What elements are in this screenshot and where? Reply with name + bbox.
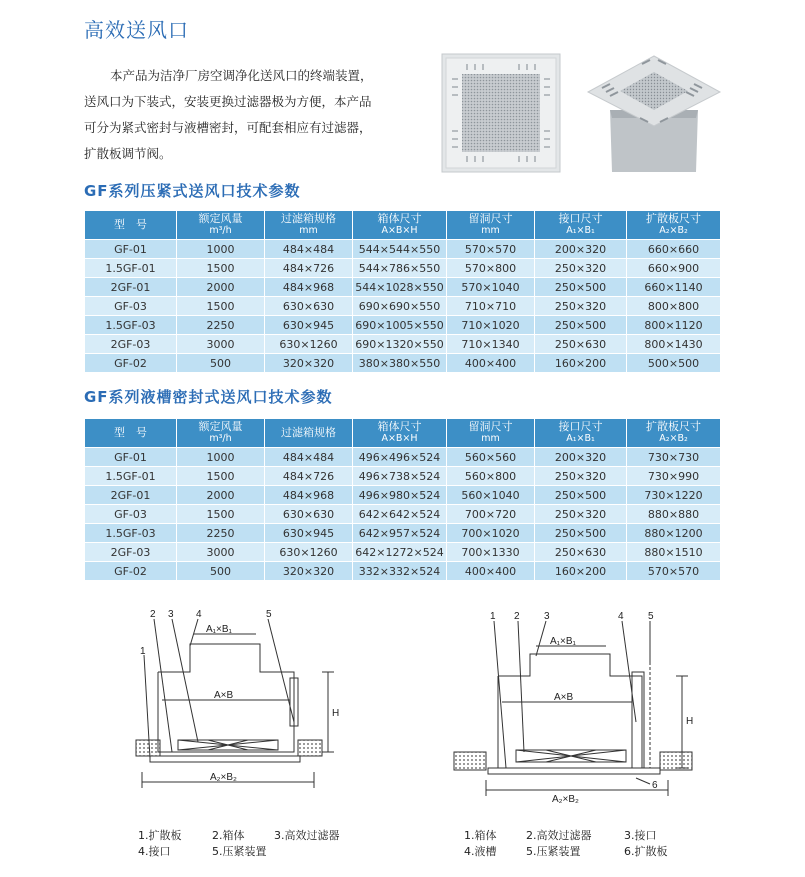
column-header-unit: A₂×B₂ (659, 225, 688, 236)
legend-item: 4.接口 (138, 845, 171, 858)
diagram2-callout: 2 (514, 611, 520, 622)
table-cell: 570×800 (447, 259, 535, 278)
table-row (85, 259, 721, 278)
intro-line: 本产品为洁净厂房空调净化送风口的终端装置， (110, 68, 373, 83)
table-cell: 496×738×524 (353, 467, 447, 486)
table-cell: 880×1510 (627, 543, 721, 562)
column-header-unit: A×B×H (381, 433, 418, 444)
table-cell: 496×980×524 (353, 486, 447, 505)
table-cell: 642×642×524 (353, 505, 447, 524)
table-row (85, 467, 721, 486)
table-cell: 642×957×524 (353, 524, 447, 543)
intro-line: 可分为紧式密封与液槽密封，可配套相应有过滤器， (84, 120, 372, 135)
legend-item: 4.液槽 (464, 845, 497, 858)
diagram1-callout: 4 (196, 609, 202, 620)
table-cell: 500 (177, 562, 265, 581)
legend-item: 3.接口 (624, 829, 657, 842)
table-cell: 484×726 (265, 467, 353, 486)
table-cell: 2GF-01 (85, 486, 177, 505)
table-cell: 690×1005×550 (353, 316, 447, 335)
table-cell: 570×570 (627, 562, 721, 581)
column-header-unit: mm (481, 225, 500, 236)
legend-item: 2.高效过滤器 (526, 829, 592, 842)
table-row (85, 297, 721, 316)
table-cell: 1500 (177, 297, 265, 316)
compression-seal-spec-table (84, 210, 721, 373)
column-header-unit: A₁×B₁ (566, 433, 595, 444)
table-cell: 250×320 (535, 505, 627, 524)
column-header-label: 留洞尺寸 (468, 212, 513, 225)
legend-item: 2.箱体 (212, 829, 245, 842)
table-cell: GF-03 (85, 297, 177, 316)
diagram1-dim-interface: A₁×B₁ (206, 624, 232, 635)
legend-item: 5.压紧装置 (526, 845, 581, 858)
table-row (85, 524, 721, 543)
diagram1-dim-diffuser: A₂×B₂ (210, 772, 237, 783)
table-cell: 630×1260 (265, 543, 353, 562)
table-cell: 484×484 (265, 448, 353, 467)
column-header-unit: A₁×B₁ (566, 225, 595, 236)
intro-text (84, 63, 429, 167)
diagram2-dim-interface: A₁×B₁ (550, 636, 576, 647)
table-cell: 800×1120 (627, 316, 721, 335)
table-cell: 660×1140 (627, 278, 721, 297)
diagram2-callout: 1 (490, 611, 496, 622)
diffuser-panel-photo (440, 52, 562, 174)
column-header-unit: m³/h (209, 225, 232, 236)
diagram1-dim-height: H (332, 708, 340, 719)
table-cell: 2GF-03 (85, 335, 177, 354)
legend-item: 3.高效过滤器 (274, 829, 340, 842)
column-header-label: 接口尺寸 (558, 420, 603, 433)
table-cell: GF-01 (85, 240, 177, 259)
table-cell: 2GF-01 (85, 278, 177, 297)
diagram2-dim-height: H (686, 716, 694, 727)
table-row (85, 278, 721, 297)
table-cell: 400×400 (447, 562, 535, 581)
table-cell: 1.5GF-01 (85, 467, 177, 486)
legend-item: 1.箱体 (464, 829, 497, 842)
page-title: 高效送风口 (84, 18, 189, 42)
diagram2-callout: 5 (648, 611, 654, 622)
table-cell: 710×710 (447, 297, 535, 316)
table-cell: 630×945 (265, 524, 353, 543)
table-cell: 630×1260 (265, 335, 353, 354)
table-cell: 250×320 (535, 467, 627, 486)
table-cell: 560×800 (447, 467, 535, 486)
table-cell: 484×968 (265, 278, 353, 297)
table-row (85, 335, 721, 354)
table-cell: 880×880 (627, 505, 721, 524)
table-row (85, 486, 721, 505)
table-cell: 630×630 (265, 505, 353, 524)
table-cell: 544×544×550 (353, 240, 447, 259)
table2-title: GF系列液槽密封式送风口技术参数 (84, 388, 333, 406)
table-cell: 570×570 (447, 240, 535, 259)
column-header (535, 211, 627, 240)
table1-title: GF系列压紧式送风口技术参数 (84, 182, 301, 200)
diagram2-dim-diffuser: A₂×B₂ (552, 794, 579, 805)
table-cell: 332×332×524 (353, 562, 447, 581)
table-cell: 250×630 (535, 335, 627, 354)
table-cell: 660×660 (627, 240, 721, 259)
table-row (85, 316, 721, 335)
compression-seal-diagram (118, 602, 368, 807)
table-cell: 2250 (177, 316, 265, 335)
table-cell: 484×968 (265, 486, 353, 505)
table-row (85, 240, 721, 259)
table-cell: 1.5GF-03 (85, 316, 177, 335)
table-cell: 800×1430 (627, 335, 721, 354)
column-header-unit: mm (299, 225, 318, 236)
air-outlet-box-photo (584, 52, 724, 176)
table-cell: 630×945 (265, 316, 353, 335)
table-cell: 500 (177, 354, 265, 373)
table-cell: 500×500 (627, 354, 721, 373)
column-header (447, 419, 535, 448)
table-cell: 200×320 (535, 448, 627, 467)
table-cell: 160×200 (535, 562, 627, 581)
column-header-label: 型 号 (114, 426, 147, 439)
diagram2-legend (464, 828, 668, 860)
column-header-label: 箱体尺寸 (377, 420, 422, 433)
diagram1-callout: 2 (150, 609, 156, 620)
table-row (85, 562, 721, 581)
column-header-unit: A×B×H (381, 225, 418, 236)
table-cell: 642×1272×524 (353, 543, 447, 562)
column-header-label: 接口尺寸 (558, 212, 603, 225)
table-cell: 1.5GF-03 (85, 524, 177, 543)
column-header-unit: A₂×B₂ (659, 433, 688, 444)
table-row (85, 354, 721, 373)
table-cell: 250×320 (535, 259, 627, 278)
table-cell: 250×320 (535, 297, 627, 316)
table-cell: 3000 (177, 335, 265, 354)
diagram2-dim-box: A×B (554, 692, 574, 703)
table-cell: 484×726 (265, 259, 353, 278)
liquid-tank-seal-spec-table (84, 418, 721, 581)
diagram2-callout: 3 (544, 611, 550, 622)
column-header-label: 扩散板尺寸 (646, 212, 701, 225)
column-header-label: 过滤箱规格 (281, 426, 336, 439)
intro-line: 送风口为下装式，安装更换过滤器极为方便，本产品 (84, 94, 372, 109)
table-cell: 1.5GF-01 (85, 259, 177, 278)
column-header-unit: m³/h (209, 433, 232, 444)
table-cell: 570×1040 (447, 278, 535, 297)
table-cell: 710×1340 (447, 335, 535, 354)
table-cell: 160×200 (535, 354, 627, 373)
column-header (177, 211, 265, 240)
table-cell: 700×1330 (447, 543, 535, 562)
column-header (447, 211, 535, 240)
table-cell: 320×320 (265, 354, 353, 373)
table-cell: 730×990 (627, 467, 721, 486)
table-cell: GF-03 (85, 505, 177, 524)
table-cell: 250×500 (535, 524, 627, 543)
table-cell: 1500 (177, 505, 265, 524)
table-cell: 880×1200 (627, 524, 721, 543)
diagram1-callout: 5 (266, 609, 272, 620)
table-cell: 2000 (177, 486, 265, 505)
table-cell: 700×1020 (447, 524, 535, 543)
table-cell: GF-02 (85, 354, 177, 373)
table-cell: 1500 (177, 259, 265, 278)
table-cell: 250×500 (535, 278, 627, 297)
diagram1-dim-box: A×B (214, 690, 234, 701)
column-header (85, 419, 177, 448)
column-header-label: 留洞尺寸 (468, 420, 513, 433)
legend-item: 5.压紧装置 (212, 845, 267, 858)
table-cell: 496×496×524 (353, 448, 447, 467)
diagram1-callout: 3 (168, 609, 174, 620)
table-cell: 544×1028×550 (353, 278, 447, 297)
table-cell: 630×630 (265, 297, 353, 316)
table-cell: 320×320 (265, 562, 353, 581)
table-row (85, 505, 721, 524)
legend-item: 6.扩散板 (624, 845, 668, 858)
table-cell: GF-02 (85, 562, 177, 581)
table-cell: 250×500 (535, 486, 627, 505)
table-cell: 690×1320×550 (353, 335, 447, 354)
column-header (265, 419, 353, 448)
table-cell: 1500 (177, 467, 265, 486)
table-row (85, 448, 721, 467)
table-cell: 660×900 (627, 259, 721, 278)
table-cell: 800×800 (627, 297, 721, 316)
table-cell: 730×1220 (627, 486, 721, 505)
table-row (85, 543, 721, 562)
column-header-label: 扩散板尺寸 (646, 420, 701, 433)
table-cell: 200×320 (535, 240, 627, 259)
table-cell: 1000 (177, 448, 265, 467)
table-cell: 730×730 (627, 448, 721, 467)
diagram2-callout: 6 (652, 780, 658, 791)
table-cell: 2000 (177, 278, 265, 297)
column-header (177, 419, 265, 448)
table-cell: 544×786×550 (353, 259, 447, 278)
column-header (353, 419, 447, 448)
column-header-label: 型 号 (114, 218, 147, 231)
table-cell: 484×484 (265, 240, 353, 259)
intro-line: 扩散板调节阀。 (84, 146, 172, 161)
column-header-label: 额定风量 (198, 212, 243, 225)
diagram2-callout: 4 (618, 611, 624, 622)
table-cell: 710×1020 (447, 316, 535, 335)
table-cell: 560×1040 (447, 486, 535, 505)
column-header (353, 211, 447, 240)
diagram1-callout: 1 (140, 646, 146, 657)
table-cell: 2250 (177, 524, 265, 543)
column-header-label: 额定风量 (198, 420, 243, 433)
table-cell: 1000 (177, 240, 265, 259)
table-cell: 690×690×550 (353, 297, 447, 316)
table-cell: 380×380×550 (353, 354, 447, 373)
table-cell: 560×560 (447, 448, 535, 467)
table-cell: 3000 (177, 543, 265, 562)
table-cell: 700×720 (447, 505, 535, 524)
column-header (85, 211, 177, 240)
column-header-label: 过滤箱规格 (281, 212, 336, 225)
column-header-label: 箱体尺寸 (377, 212, 422, 225)
column-header (265, 211, 353, 240)
table-cell: 400×400 (447, 354, 535, 373)
column-header-unit: mm (481, 433, 500, 444)
liquid-tank-seal-diagram (446, 602, 716, 807)
diagram1-legend (138, 828, 340, 860)
table-cell: 2GF-03 (85, 543, 177, 562)
column-header (627, 419, 721, 448)
table-cell: 250×500 (535, 316, 627, 335)
column-header (627, 211, 721, 240)
column-header (535, 419, 627, 448)
table-cell: 250×630 (535, 543, 627, 562)
table-cell: GF-01 (85, 448, 177, 467)
legend-item: 1.扩散板 (138, 829, 182, 842)
